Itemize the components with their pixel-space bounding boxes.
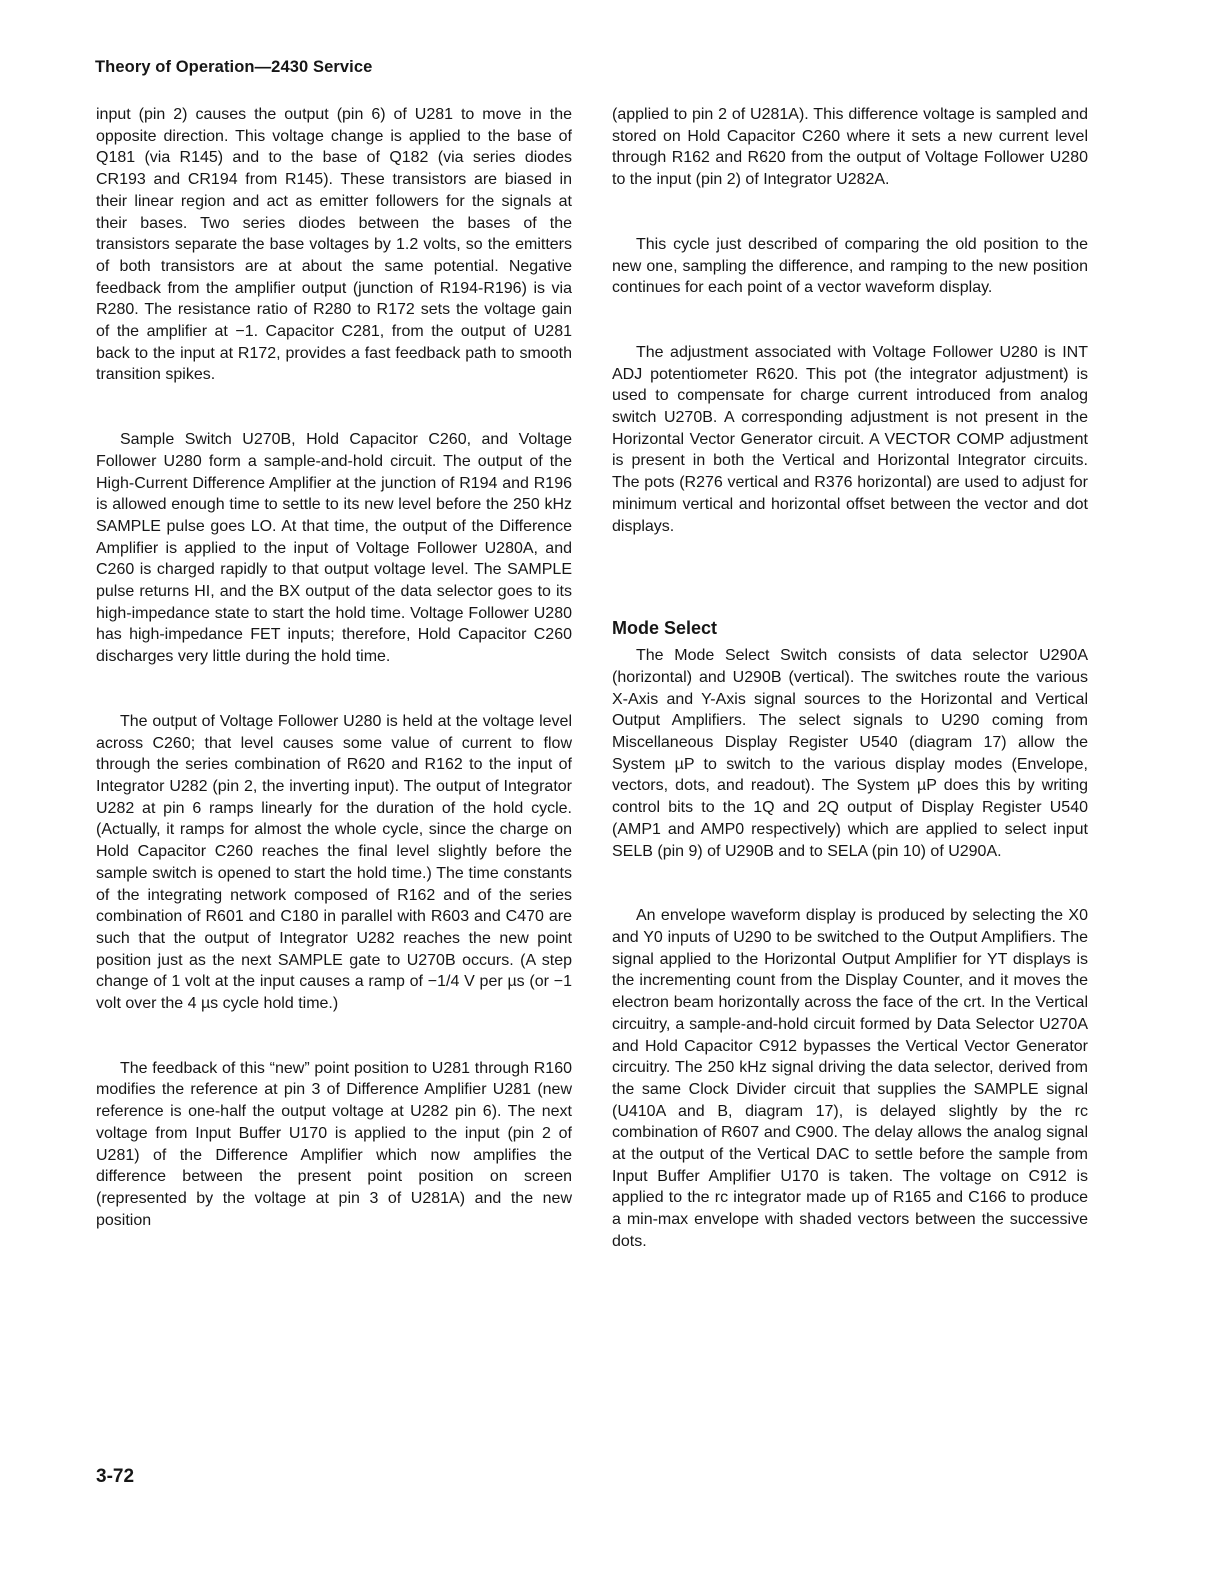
body-paragraph: The feedback of this “new” point position to U281 through R160 modifies the reference at pin 3 of Difference Amplifier U281 (new reference is one-half the output voltage at U282 pin 6). The next voltage from Input Buffer U170 is applied to the input (pin 2 of U281) of the Difference Amplifier which now amplifies the difference between the present point position on screen (represented by the voltage at pin 3 of U281A) and the new position bbox=[96, 1059, 572, 1229]
right-column bbox=[612, 104, 1088, 1253]
body-paragraph: An envelope waveform display is produced by selecting the X0 and Y0 inputs of U290 to be switched to the Output Amplifiers. The signal applied to the Horizontal Output Amplifier for YT displays is the incrementing count from the Display Counter, and it moves the electron beam horizontally across the face of the crt. In the Vertical circuitry, a sample-and-hold circuit formed by Data Selector U270A and Hold Capacitor C912 bypasses the Vertical Vector Generator circuitry. The 250 kHz signal driving the data selector, derived from the same Clock Divider circuit that supplies the SAMPLE signal (U410A and B, diagram 17), is delayed slightly by the rc combination of R607 and C900. The delay allows the analog signal at the output of the Vertical DAC to settle before the sample from Input Buffer Amplifier U170 is taken. The voltage on C912 is applied to the rc integrator made up of R165 and C166 to produce a min-max envelope with shaded vectors between the successive dots. bbox=[612, 907, 1088, 1250]
left-column bbox=[96, 104, 572, 1231]
body-paragraph: input (pin 2) causes the output (pin 6) of U281 to move in the opposite direction. This voltage change is applied to the base of Q181 (via R145) and to the base of Q182 (via series diodes CR193 and CR194 from R145). These transistors are biased in their linear region and act as emitter followers for the signals at their bases. Two series diodes between the bases of the transistors separate the base voltages by 1.2 volts, so the emitters of both transistors are at about the same potential. Negative feedback from the amplifier output (junction of R194-R196) is via R280. The resistance ratio of R280 to R172 sets the voltage gain of the amplifier at −1. Capacitor C281, from the output of U281 back to the input at R172, provides a fast feedback path to smooth transition spikes. bbox=[96, 106, 572, 384]
running-header: Theory of Operation—2430 Service bbox=[95, 58, 373, 76]
body-paragraph: The Mode Select Switch consists of data selector U290A (horizontal) and U290B (vertical). The switches route the various X-Axis and Y-Axis signal sources to the Horizontal and Vertical Output Amplifiers. The select signals to U290 coming from Miscellaneous Display Register U540 (diagram 17) allow the System µP to switch to the various display modes (Envelope, vectors, dots, and readout). The System µP does this by writing control bits to the 1Q and 2Q output of Display Register U540 (AMP1 and AMP0 respectively) which are applied to select input SELB (pin 9) of U290B and to SELA (pin 10) of U290A. bbox=[612, 647, 1088, 860]
body-paragraph: The output of Voltage Follower U280 is held at the voltage level across C260; that level causes some value of current to flow through the series combination of R620 and R162 to the input of Integrator U282 (pin 2, the inverting input). The output of Integrator U282 at pin 6 ramps linearly for the duration of the hold cycle. (Actually, it ramps for almost the whole cycle, since the charge on Hold Capacitor C260 reaches the final level slightly before the sample switch is opened to start the hold time.) The time constants of the integrating network composed of R162 and of the series combination of R601 and C180 in parallel with R603 and C470 are such that the output of Integrator U282 reaches the new point position just as the next SAMPLE gate to U270B occurs. (A step change of 1 volt at the input causes a ramp of −1/4 V per µs (or −1 volt over the 4 µs cycle hold time.) bbox=[96, 712, 572, 1013]
page-number: 3-72 bbox=[96, 1466, 135, 1487]
body-paragraph: This cycle just described of comparing the old position to the new one, sampling the difference, and ramping to the new position continues for each point of a vector waveform display. bbox=[612, 235, 1088, 297]
body-paragraph: The adjustment associated with Voltage Follower U280 is INT ADJ potentiometer R620. This pot (the integrator adjustment) is used to compensate for charge current introduced from analog switch U270B. A corresponding adjustment is not present in the Horizontal Vector Generator circuit. A VECTOR COMP adjustment is present in both the Vertical and Horizontal Integrator circuits. The pots (R276 vertical and R376 horizontal) are used to adjust for minimum vertical and horizontal offset between the vector and dot displays. bbox=[612, 343, 1088, 535]
body-paragraph: Sample Switch U270B, Hold Capacitor C260, and Voltage Follower U280 form a sample-and-hold circuit. The output of the High-Current Difference Amplifier at the junction of R194 and R196 is allowed enough time to settle to its new level before the 250 kHz SAMPLE pulse goes LO. At that time, the output of the Difference Amplifier is applied to the input of Voltage Follower U280A, and C260 is charged rapidly to that output voltage level. The SAMPLE pulse returns HI, and the BX output of the data selector goes to its high-impedance state to start the hold time. Voltage Follower U280 has high-impedance FET inputs; therefore, Hold Capacitor C260 discharges very little during the hold time. bbox=[96, 431, 572, 666]
body-paragraph: (applied to pin 2 of U281A). This difference voltage is sampled and stored on Hold Capacitor C260 where it sets a new current level through R162 and R620 from the output of Voltage Follower U280 to the input (pin 2) of Integrator U282A. bbox=[612, 106, 1088, 189]
section-heading-mode-select: Mode Select bbox=[612, 618, 718, 639]
